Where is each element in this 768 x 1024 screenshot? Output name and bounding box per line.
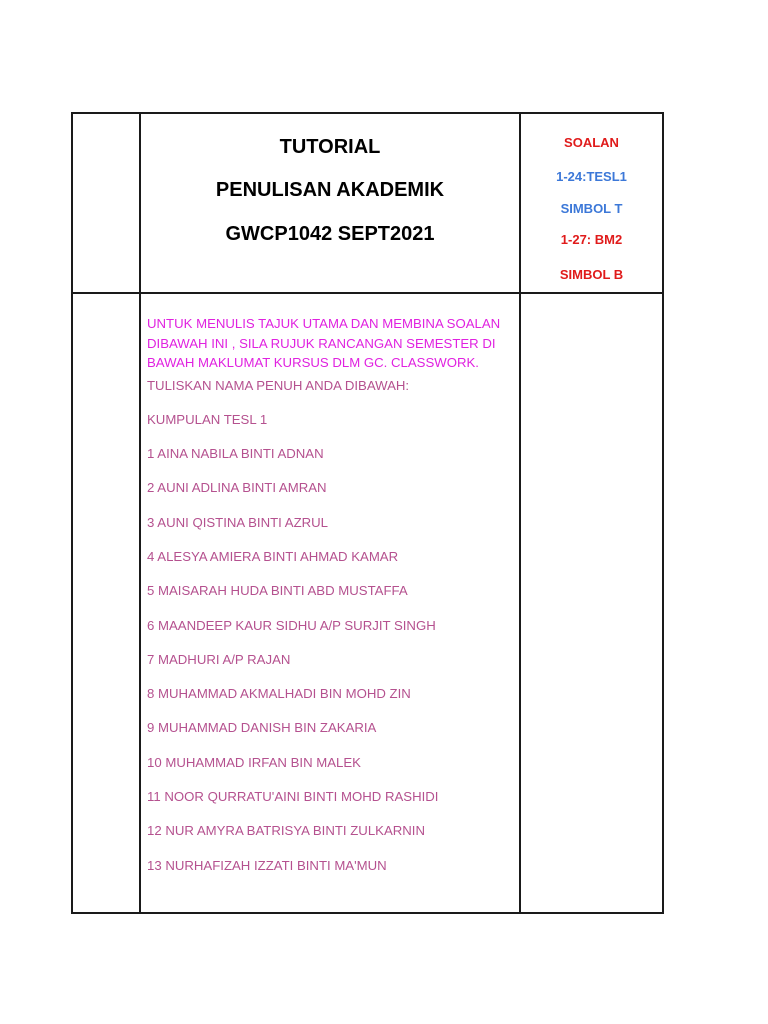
list-item: 11 NOOR QURRATU'AINI BINTI MOHD RASHIDI [147, 789, 439, 805]
list-item: 8 MUHAMMAD AKMALHADI BIN MOHD ZIN [147, 686, 411, 702]
list-item: 7 MADHURI A/P RAJAN [147, 651, 291, 667]
title-course-name: PENULISAN AKADEMIK [215, 179, 445, 201]
title-tutorial: TUTORIAL [279, 136, 381, 158]
list-item: 1 AINA NABILA BINTI ADNAN [147, 446, 324, 462]
group-label: KUMPULAN TESL 1 [147, 411, 268, 427]
label-soalan: SOALAN [564, 135, 619, 150]
label-simbol-b: SIMBOL B [559, 267, 624, 282]
list-item: 9 MUHAMMAD DANISH BIN ZAKARIA [147, 720, 377, 736]
title-course-code: GWCP1042 SEPT2021 [225, 223, 435, 245]
row-divider [71, 292, 664, 294]
body-cell [147, 314, 513, 892]
list-item: 3 AUNI QISTINA BINTI AZRUL [147, 514, 329, 530]
list-item: 4 ALESYA AMIERA BINTI AHMAD KAMAR [147, 548, 399, 564]
label-simbol-t: SIMBOL T [560, 201, 623, 216]
list-item: 12 NUR AMYRA BATRISYA BINTI ZULKARNIN [147, 823, 425, 839]
label-range-tesl1: 1-24:TESL1 [556, 169, 627, 184]
label-range-bm2: 1-27: BM2 [560, 232, 623, 247]
list-item: 2 AUNI ADLINA BINTI AMRAN [147, 480, 327, 496]
list-item: 6 MAANDEEP KAUR SIDHU A/P SURJIT SINGH [147, 617, 436, 633]
names-list [147, 446, 513, 874]
list-item: 10 MUHAMMAD IRFAN BIN MALEK [147, 754, 361, 770]
name-prompt: TULISKAN NAMA PENUH ANDA DIBAWAH: [147, 377, 410, 393]
instruction-text: UNTUK MENULIS TAJUK UTAMA DAN MEMBINA SOALAN DIBAWAH INI , SILA RUJUK RANCANGAN SEMESTER DI BAWAH MAKLUMAT KURSUS DLM GC. CLASSWORK. [147, 316, 501, 370]
list-item: 5 MAISARAH HUDA BINTI ABD MUSTAFFA [147, 583, 408, 599]
list-item: 13 NURHAFIZAH IZZATI BINTI MA'MUN [147, 857, 387, 873]
